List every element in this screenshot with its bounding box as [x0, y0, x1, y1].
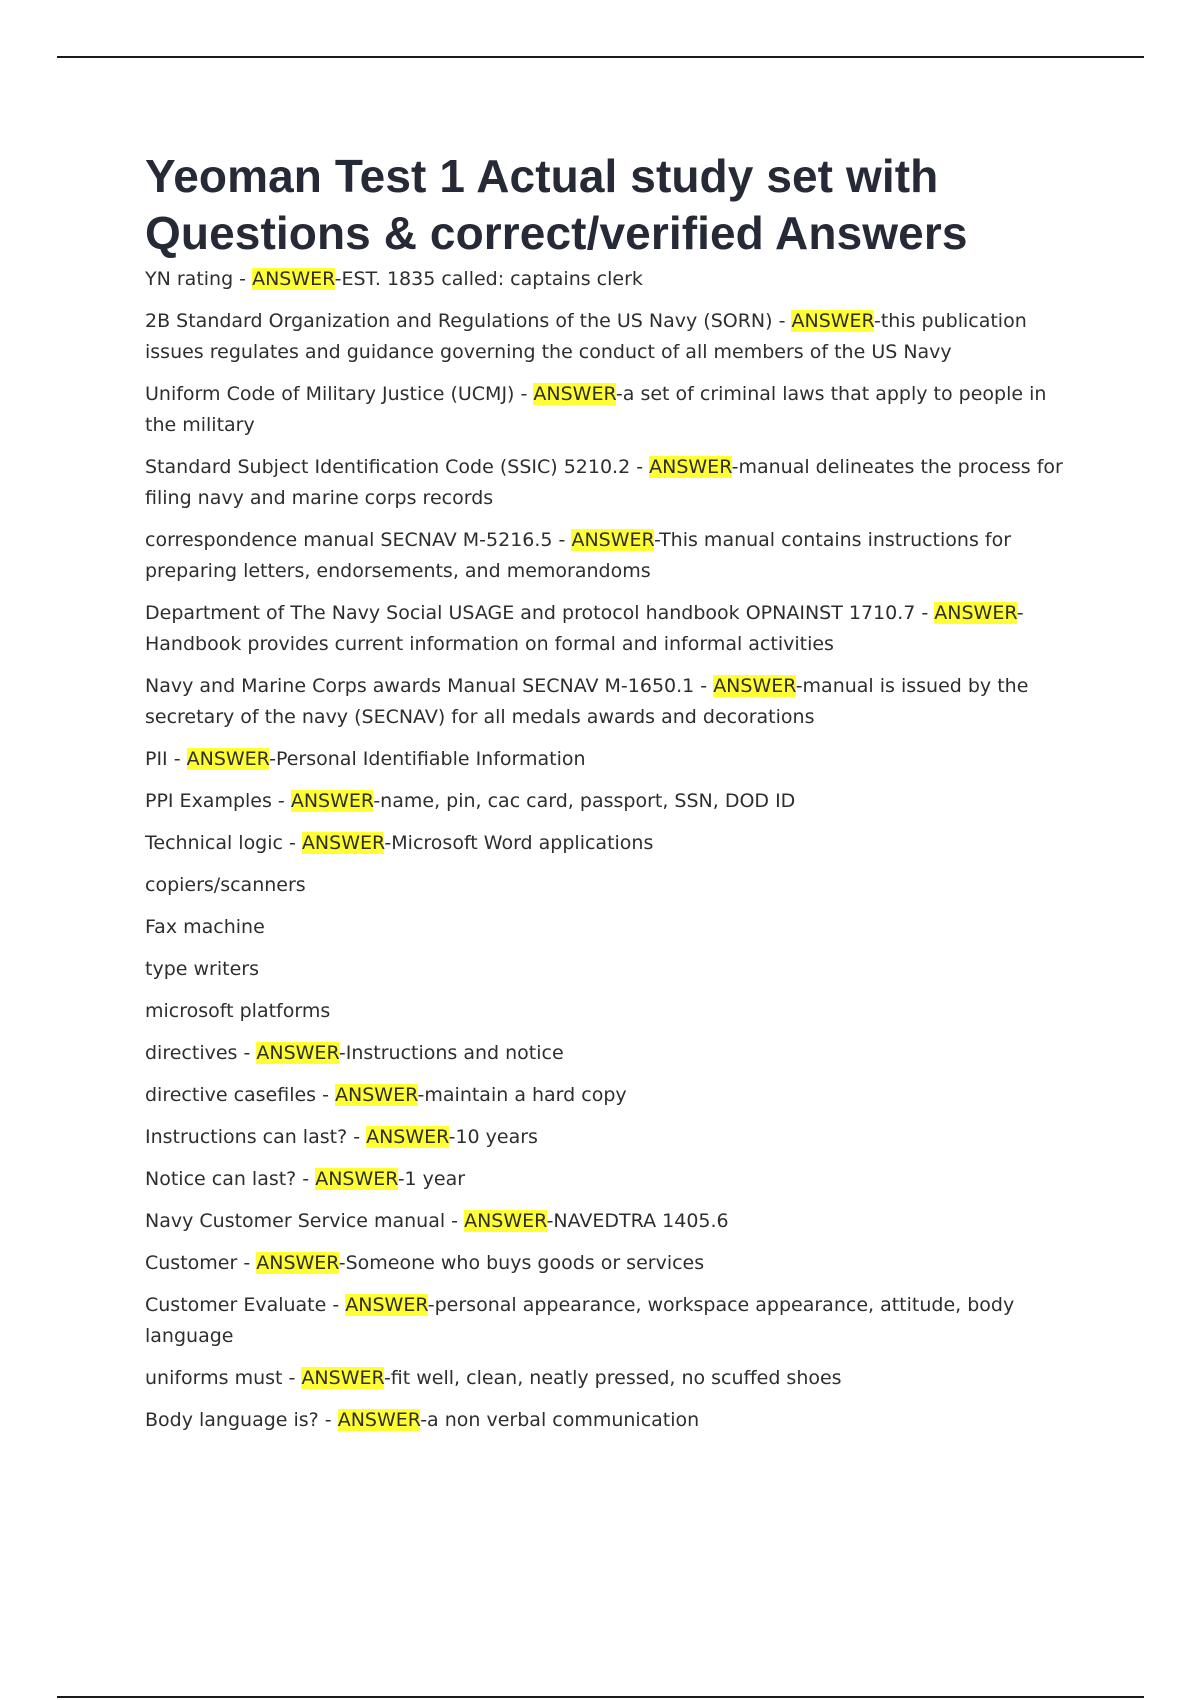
- question-text: YN rating -: [145, 268, 253, 290]
- answer-text: -Instructions and notice: [338, 1042, 564, 1064]
- question-text: 2B Standard Organization and Regulations of the US Navy (SORN) -: [145, 310, 792, 332]
- answer-text: -a set of criminal laws that apply to people in the military: [145, 383, 1047, 436]
- qa-item: [145, 1038, 1075, 1069]
- qa-item: [145, 912, 1075, 943]
- question-text: Body language is? -: [145, 1409, 338, 1431]
- answer-highlight: ANSWER: [345, 1294, 428, 1316]
- question-text: Instructions can last? -: [145, 1126, 367, 1148]
- question-text: PII -: [145, 748, 187, 770]
- answer-highlight: ANSWER: [252, 268, 335, 290]
- question-text: Uniform Code of Military Justice (UCMJ) -: [145, 383, 534, 405]
- answer-highlight: ANSWER: [713, 675, 796, 697]
- qa-item: [145, 306, 1075, 368]
- answer-text: -NAVEDTRA 1405.6: [546, 1210, 729, 1232]
- qa-item: [145, 1080, 1075, 1111]
- answer-text: -Microsoft Word applications: [384, 832, 654, 854]
- question-text: microsoft platforms: [145, 1000, 331, 1022]
- answer-text: -a non verbal communication: [420, 1409, 700, 1431]
- question-text: uniforms must -: [145, 1367, 302, 1389]
- answer-text: -this publication issues regulates and guidance governing the conduct of all members of the US Navy: [145, 310, 1027, 363]
- answer-highlight: ANSWER: [464, 1210, 547, 1232]
- answer-text: -1 year: [397, 1168, 466, 1190]
- answer-text: -name, pin, cac card, passport, SSN, DOD ID: [373, 790, 796, 812]
- top-rule: [57, 56, 1144, 58]
- qa-item: [145, 1122, 1075, 1153]
- question-text: PPI Examples -: [145, 790, 291, 812]
- question-text: type writers: [145, 958, 259, 980]
- answer-highlight: ANSWER: [256, 1042, 339, 1064]
- question-text: Department of The Navy Social USAGE and protocol handbook OPNAINST 1710.7 -: [145, 602, 935, 624]
- answer-text: -maintain a hard copy: [417, 1084, 627, 1106]
- document-title: Yeoman Test 1 Actual study set with Questions & correct/verified Answers: [145, 150, 968, 259]
- question-text: correspondence manual SECNAV M-5216.5 -: [145, 529, 572, 551]
- qa-item: [145, 525, 1075, 587]
- qa-item: [145, 1206, 1075, 1237]
- qa-item: [145, 452, 1075, 514]
- qa-item: [145, 379, 1075, 441]
- qa-item: [145, 671, 1075, 733]
- answer-text: -This manual contains instructions for preparing letters, endorsements, and memorandoms: [145, 529, 1012, 582]
- qa-item: [145, 1290, 1075, 1352]
- answer-highlight: ANSWER: [301, 1367, 384, 1389]
- answer-highlight: ANSWER: [315, 1168, 398, 1190]
- question-text: Notice can last? -: [145, 1168, 316, 1190]
- question-text: Fax machine: [145, 916, 265, 938]
- qa-item: [145, 828, 1075, 859]
- answer-text: -manual delineates the process for filing navy and marine corps records: [145, 456, 1063, 509]
- qa-item: [145, 1405, 1075, 1436]
- question-text: Standard Subject Identification Code (SSIC) 5210.2 -: [145, 456, 650, 478]
- document-body: [145, 148, 1075, 1447]
- answer-highlight: ANSWER: [256, 1252, 339, 1274]
- qa-item: [145, 996, 1075, 1027]
- question-text: Customer -: [145, 1252, 257, 1274]
- answer-highlight: ANSWER: [791, 310, 874, 332]
- answer-highlight: ANSWER: [337, 1409, 421, 1431]
- qa-item: [145, 744, 1075, 775]
- qa-item: [145, 954, 1075, 985]
- qa-item: [145, 1363, 1075, 1394]
- question-text: Technical logic -: [145, 832, 302, 854]
- bottom-rule: [57, 1696, 1144, 1698]
- qa-item: [145, 1164, 1075, 1195]
- question-text: Customer Evaluate -: [145, 1294, 346, 1316]
- answer-text: -Handbook provides current information on formal and informal activities: [145, 602, 1024, 655]
- answer-highlight: ANSWER: [366, 1126, 449, 1148]
- question-text: directive casefiles -: [145, 1084, 336, 1106]
- qa-item: [145, 264, 1075, 295]
- question-text: copiers/scanners: [145, 874, 306, 896]
- answer-highlight: ANSWER: [186, 748, 270, 770]
- answer-text: -fit well, clean, neatly pressed, no scuffed shoes: [383, 1367, 842, 1389]
- answer-highlight: ANSWER: [649, 456, 732, 478]
- answer-text: -manual is issued by the secretary of the navy (SECNAV) for all medals awards and decorations: [145, 675, 1029, 728]
- question-text: Navy and Marine Corps awards Manual SECNAV M-1650.1 -: [145, 675, 714, 697]
- qa-item: [145, 1248, 1075, 1279]
- qa-item: [145, 870, 1075, 901]
- qa-item: [145, 598, 1075, 660]
- qa-item: [145, 786, 1075, 817]
- answer-text: -10 years: [448, 1126, 538, 1148]
- answer-highlight: ANSWER: [335, 1084, 418, 1106]
- answer-text: -Someone who buys goods or services: [338, 1252, 705, 1274]
- qa-list: [145, 264, 1075, 1436]
- answer-highlight: ANSWER: [571, 529, 654, 551]
- answer-text: -EST. 1835 called: captains clerk: [334, 268, 643, 290]
- question-text: Navy Customer Service manual -: [145, 1210, 465, 1232]
- answer-highlight: ANSWER: [290, 790, 374, 812]
- answer-highlight: ANSWER: [934, 602, 1017, 624]
- question-text: directives -: [145, 1042, 257, 1064]
- answer-highlight: ANSWER: [533, 383, 616, 405]
- answer-text: -Personal Identifiable Information: [269, 748, 586, 770]
- answer-text: -personal appearance, workspace appearance, attitude, body language: [145, 1294, 1015, 1347]
- answer-highlight: ANSWER: [301, 832, 385, 854]
